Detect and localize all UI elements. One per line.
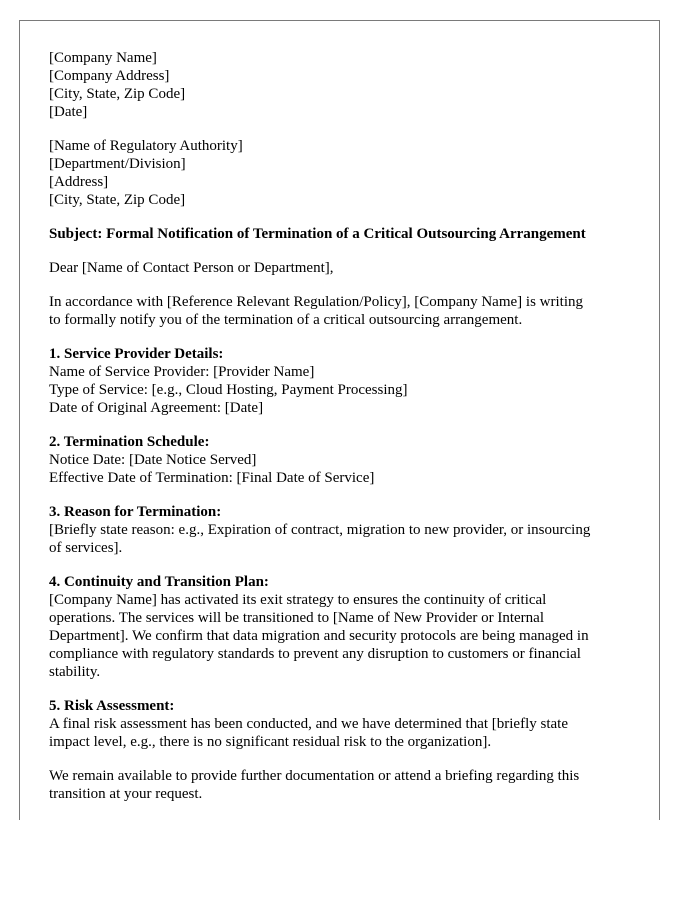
sender-date: [Date]: [49, 104, 88, 120]
closing-line: transition at your request.: [49, 786, 203, 802]
sender-company-name: [Company Name]: [49, 50, 157, 66]
section-line: Notice Date: [Date Notice Served]: [49, 452, 257, 468]
section-line: [Company Name] has activated its exit strategy to ensures the continuity of critical: [49, 592, 547, 608]
section-heading: 5. Risk Assessment:: [49, 698, 175, 714]
intro-line: In accordance with [Reference Relevant Regulation/Policy], [Company Name] is writing: [49, 294, 583, 310]
section-line: Date of Original Agreement: [Date]: [49, 400, 264, 416]
recipient-department: [Department/Division]: [49, 156, 186, 172]
section-continuity: [49, 573, 639, 681]
sender-block: [49, 49, 639, 121]
salutation: Dear [Name of Contact Person or Department],: [49, 260, 334, 276]
recipient-city-state-zip: [City, State, Zip Code]: [49, 192, 186, 208]
section-schedule: [49, 433, 639, 487]
section-line: Department]. We confirm that data migration and security protocols are being managed in: [49, 628, 589, 644]
section-line: stability.: [49, 664, 101, 680]
section-line: [Briefly state reason: e.g., Expiration of contract, migration to new provider, or insourcing: [49, 522, 591, 538]
section-line: compliance with regulatory standards to prevent any disruption to customers or financial: [49, 646, 581, 662]
section-line: of services].: [49, 540, 123, 556]
section-risk: [49, 697, 639, 751]
section-line: Name of Service Provider: [Provider Name]: [49, 364, 315, 380]
section-heading: 2. Termination Schedule:: [49, 434, 210, 450]
section-line: Type of Service: [e.g., Cloud Hosting, Payment Processing]: [49, 382, 408, 398]
section-line: impact level, e.g., there is no significant residual risk to the organization].: [49, 734, 492, 750]
letter-content: [49, 49, 639, 803]
recipient-authority: [Name of Regulatory Authority]: [49, 138, 243, 154]
section-heading: 3. Reason for Termination:: [49, 504, 222, 520]
sender-city-state-zip: [City, State, Zip Code]: [49, 86, 186, 102]
subject-line: Subject: Formal Notification of Termination of a Critical Outsourcing Arrangement: [49, 226, 586, 242]
section-line: operations. The services will be transitioned to [Name of New Provider or Internal: [49, 610, 544, 626]
closing-line: We remain available to provide further documentation or attend a briefing regarding this: [49, 768, 580, 784]
section-heading: 1. Service Provider Details:: [49, 346, 224, 362]
letter-page: [19, 20, 660, 820]
section-provider: [49, 345, 639, 417]
section-line: A final risk assessment has been conducted, and we have determined that [briefly state: [49, 716, 568, 732]
closing-paragraph: [49, 767, 639, 803]
intro-paragraph: [49, 293, 639, 329]
recipient-address: [Address]: [49, 174, 109, 190]
section-line: Effective Date of Termination: [Final Date of Service]: [49, 470, 375, 486]
sender-company-address: [Company Address]: [49, 68, 170, 84]
recipient-block: [49, 137, 639, 209]
section-heading: 4. Continuity and Transition Plan:: [49, 574, 269, 590]
salutation-block: [49, 259, 639, 277]
subject-block: [49, 225, 639, 243]
intro-line: to formally notify you of the termination of a critical outsourcing arrangement.: [49, 312, 523, 328]
section-reason: [49, 503, 639, 557]
